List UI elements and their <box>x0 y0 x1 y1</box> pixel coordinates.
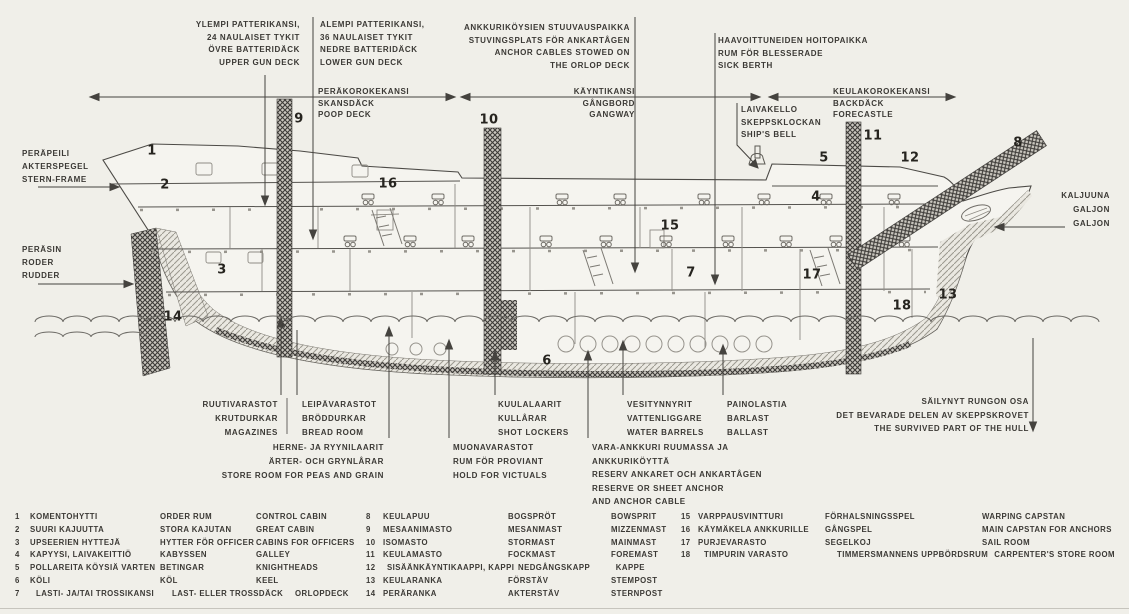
label-line: RUM FÖR PROVIANT <box>453 456 544 466</box>
legend-number: 17 <box>681 537 691 547</box>
legend-number: 5 <box>15 563 20 573</box>
label-line: ALEMPI PATTERIKANSI, <box>320 20 425 29</box>
ship-number-16: 16 <box>378 176 398 192</box>
ship-number-2: 2 <box>160 177 170 193</box>
legend-number: 4 <box>15 550 20 560</box>
label-line: PERÄSIN <box>22 245 62 254</box>
legend-row <box>681 549 1115 562</box>
label-ships-bell <box>741 104 821 142</box>
legend-swedish: NEDGÅNGSKAPP <box>518 563 591 573</box>
label-line: LAIVAKELLO <box>741 105 798 114</box>
legend-number: 18 <box>681 550 691 560</box>
legend-finnish: UPSEERIEN HYTTEJÄ <box>30 537 121 547</box>
label-line: RUM FÖR BLESSERADE <box>718 48 824 58</box>
label-line: RUDDER <box>22 271 60 280</box>
label-peas-grain <box>222 441 384 482</box>
legend-number: 3 <box>15 537 20 547</box>
label-line: BREAD ROOM <box>302 427 364 437</box>
label-lower-gun-deck <box>320 19 425 69</box>
legend-finnish: KEULAPUU <box>383 512 430 521</box>
label-anchor-cables <box>464 22 630 72</box>
ship-number-15: 15 <box>660 218 680 234</box>
label-line: BACKDÄCK <box>833 98 885 108</box>
ships-bell-icon <box>749 146 765 164</box>
label-line: SKANSDÄCK <box>318 98 375 108</box>
label-line: THE ORLOP DECK <box>550 60 630 70</box>
scan-edge-line <box>0 608 1129 609</box>
legend-english: BOWSPRIT <box>611 512 657 521</box>
label-reserve-anchor <box>592 441 762 509</box>
ship-number-3: 3 <box>217 262 227 278</box>
legend-row <box>15 562 355 575</box>
legend-number: 8 <box>366 512 371 521</box>
ship-number-4: 4 <box>811 189 821 205</box>
label-line: POOP DECK <box>318 110 372 119</box>
legend-english: WARPING CAPSTAN <box>982 512 1066 521</box>
label-line: ANKKURIKÖYSIEN STUUVAUSPAIKKA <box>463 23 630 32</box>
label-line: PERÄPEILI <box>22 149 70 158</box>
label-poop-deck <box>318 86 409 121</box>
ship-number-11: 11 <box>863 128 883 144</box>
label-survived-hull <box>836 395 1029 436</box>
ship-number-10: 10 <box>479 112 499 128</box>
ship-number-7: 7 <box>686 265 696 281</box>
label-line: VATTENLIGGARE <box>627 413 703 423</box>
label-stern-frame <box>22 147 89 186</box>
legend-number: 14 <box>366 588 376 598</box>
ship-number-8: 8 <box>1013 135 1023 151</box>
label-line: NEDRE BATTERIDÄCK <box>320 45 418 54</box>
ship-number-6: 6 <box>542 353 552 369</box>
label-line: GALJON <box>1073 219 1110 228</box>
label-gangway <box>574 86 635 121</box>
label-line: ÄRTER- OCH GRYNLÅRAR <box>268 456 384 466</box>
label-line: LEIPÄVARASTOT <box>302 400 377 409</box>
legend-finnish: LASTI- JA/TAI TROSSIKANSI <box>36 588 155 598</box>
label-line: VARA-ANKKURI RUUMASSA JA <box>592 443 729 452</box>
label-line: KÄYNTIKANSI <box>573 87 635 96</box>
legend-row <box>681 511 1115 524</box>
legend-row <box>15 537 355 550</box>
legend-swedish: ORDER RUM <box>160 512 213 521</box>
label-line: MAGAZINES <box>224 427 278 437</box>
legend-row <box>681 524 1115 537</box>
label-line: AND ANCHOR CABLE <box>592 497 686 506</box>
label-line: SKEPPSKLOCKAN <box>741 117 822 127</box>
label-line: SHOT LOCKERS <box>498 427 569 437</box>
legend-finnish: SISÄÄNKÄYNTIKAAPPI, KAPPI <box>387 563 515 573</box>
label-line: SICK BERTH <box>718 61 773 70</box>
legend-finnish: VARPPAUSVINTTURI <box>698 512 784 521</box>
legend-finnish: PURJEVARASTO <box>698 537 767 547</box>
legend-english: GALLEY <box>256 550 291 560</box>
label-line: AKTERSPEGEL <box>22 162 89 171</box>
label-line: KRUTDURKAR <box>215 413 278 423</box>
legend-swedish: BOGSPRÖT <box>508 512 557 521</box>
legend-swedish: TIMMERSMANNENS UPPBÖRDSRUM <box>837 550 989 560</box>
legend-english: ORLOPDECK <box>295 588 349 598</box>
legend-finnish: KAPYYSI, LAIVAKEITTIÖ <box>30 550 132 560</box>
legend-swedish: FOCKMAST <box>508 550 556 560</box>
label-line: HERNE- JA RYYNILAARIT <box>272 443 384 452</box>
legend-swedish: SEGELKOJ <box>825 537 872 547</box>
label-forecastle <box>833 86 930 121</box>
legend-number: 13 <box>366 575 376 585</box>
legend-swedish: STORA KAJUTAN <box>160 524 232 534</box>
deck-range-arrows <box>90 94 955 101</box>
label-victuals <box>453 441 547 482</box>
legend-swedish: GÅNGSPEL <box>825 524 873 534</box>
legend-number: 7 <box>15 588 20 598</box>
legend-english: KNIGHTHEADS <box>256 563 319 573</box>
label-line: 36 NAULAISET TYKIT <box>320 32 414 42</box>
label-water-barrels <box>627 398 704 439</box>
legend-english: STERNPOST <box>611 588 663 598</box>
legend-row <box>366 575 667 588</box>
mainmast <box>484 128 501 374</box>
legend-finnish: TIMPURIN VARASTO <box>704 550 789 560</box>
ship-number-9: 9 <box>294 111 304 127</box>
label-line: WATER BARRELS <box>627 427 704 437</box>
label-line: ÖVRE BATTERIDÄCK <box>208 45 300 54</box>
legend-group-3 <box>681 511 1115 562</box>
legend-row <box>15 524 355 537</box>
label-line: GÅNGBORD <box>582 98 635 108</box>
hull-outline <box>103 144 1031 378</box>
legend-group-1 <box>15 511 355 601</box>
label-line: GALJON <box>1073 205 1110 214</box>
legend-finnish: ISOMASTO <box>383 537 429 547</box>
label-line: STERN-FRAME <box>22 175 87 184</box>
label-line: RODER <box>22 258 54 267</box>
label-upper-gun-deck <box>196 19 300 69</box>
legend-finnish: SUURI KAJUUTTA <box>30 524 105 534</box>
legend-number: 11 <box>366 550 376 560</box>
label-line: SÄILYNYT RUNGON OSA <box>921 397 1029 406</box>
legend-swedish: STORMAST <box>508 537 556 547</box>
legend-english: CONTROL CABIN <box>256 512 328 521</box>
label-line: DET BEVARADE DELEN AV SKEPPSKROVET <box>836 410 1029 420</box>
label-line: BALLAST <box>727 427 769 437</box>
label-line: BARLAST <box>727 413 770 423</box>
legend-number: 16 <box>681 524 691 534</box>
label-line: 24 NAULAISET TYKIT <box>206 32 300 42</box>
legend-number: 6 <box>15 575 20 585</box>
label-line: STORE ROOM FOR PEAS AND GRAIN <box>221 470 384 480</box>
label-rudder <box>22 243 62 282</box>
legend-swedish: KABYSSEN <box>160 550 207 560</box>
ship-number-5: 5 <box>819 150 829 166</box>
label-line: YLEMPI PATTERIKANSI, <box>195 20 300 29</box>
label-line: PAINOLASTIA <box>727 400 788 409</box>
label-magazines <box>202 398 278 439</box>
label-line: RESERVE OR SHEET ANCHOR <box>592 483 725 493</box>
label-line: LOWER GUN DECK <box>320 57 404 67</box>
legend-number: 9 <box>366 524 371 534</box>
legend-row <box>15 588 355 601</box>
ship-number-18: 18 <box>892 298 912 314</box>
label-line: MUONAVARASTOT <box>453 443 534 452</box>
label-line: UPPER GUN DECK <box>219 57 300 67</box>
ship-number-12: 12 <box>900 150 920 166</box>
label-line: VESITYNNYRIT <box>627 400 693 409</box>
ship-number-14: 14 <box>163 309 183 325</box>
label-line: PERÄKOROKEKANSI <box>318 87 410 96</box>
label-bread-room <box>302 398 377 439</box>
legend-english: KEEL <box>256 575 279 585</box>
ship-number-17: 17 <box>802 267 822 283</box>
legend-finnish: POLLAREITA KÖYSIÄ VARTEN <box>30 563 156 573</box>
label-galjon <box>1061 189 1110 231</box>
legend-row <box>366 511 667 524</box>
legend-finnish: KOMENTOHYTTI <box>30 512 98 521</box>
label-line: HAAVOITTUNEIDEN HOITOPAIKKA <box>718 36 868 45</box>
label-line: STUVINGSPLATS FÖR ANKARTÅGEN <box>468 35 630 45</box>
label-sick-berth <box>718 35 868 73</box>
legend-finnish: KÄYMÄKELA ANKKURILLE <box>698 524 810 534</box>
legend-row <box>366 562 667 575</box>
legend-swedish: FÖRHALSNINGSSPEL <box>825 512 915 521</box>
label-line: KALJUUNA <box>1061 191 1110 200</box>
label-line: RESERV ANKARET OCH ANKARTÅGEN <box>592 470 763 479</box>
legend-number: 12 <box>366 563 376 573</box>
legend-finnish: PERÄRANKA <box>383 588 437 598</box>
legend-english: MAIN CAPSTAN FOR ANCHORS <box>982 524 1112 534</box>
legend-swedish: BETINGAR <box>160 563 205 573</box>
label-ballast <box>727 398 787 439</box>
legend-row <box>15 511 355 524</box>
legend-english: MAINMAST <box>611 537 657 547</box>
legend-number: 15 <box>681 512 691 521</box>
legend-finnish: MESAANIMASTO <box>383 524 453 534</box>
legend-finnish: KEULAMASTO <box>383 550 443 560</box>
legend-row <box>366 524 667 537</box>
label-line: BRÖDDURKAR <box>302 413 367 423</box>
ship-number-13: 13 <box>938 287 958 303</box>
label-line: ANKKURIKÖYTTÄ <box>592 456 670 466</box>
label-line: KUULALAARIT <box>498 400 562 409</box>
legend-swedish: KÖL <box>160 575 178 585</box>
legend-english: CABINS FOR OFFICERS <box>256 537 355 547</box>
legend-number: 2 <box>15 524 20 534</box>
legend-swedish: FÖRSTÄV <box>508 575 549 585</box>
legend-row <box>366 549 667 562</box>
label-line: GANGWAY <box>589 110 635 119</box>
label-line: ANCHOR CABLES STOWED ON <box>494 48 630 57</box>
legend-row <box>681 537 1115 550</box>
legend-swedish: HYTTER FÖR OFFICER <box>160 537 255 547</box>
legend-english: GREAT CABIN <box>256 524 315 534</box>
legend-english: SAIL ROOM <box>982 537 1031 547</box>
legend-swedish: MESANMAST <box>508 524 563 534</box>
legend-swedish: LAST- ELLER TROSSDÄCK <box>172 588 284 598</box>
legend-row <box>366 588 667 601</box>
legend-number: 10 <box>366 537 376 547</box>
label-line: FORECASTLE <box>833 110 894 119</box>
legend-english: MIZZENMAST <box>611 524 667 534</box>
label-line: SHIP'S BELL <box>741 130 797 139</box>
legend-number: 1 <box>15 512 20 521</box>
legend-english: STEMPOST <box>611 575 658 585</box>
legend-row <box>15 575 355 588</box>
ship-number-1: 1 <box>147 143 157 159</box>
legend-finnish: KEULARANKA <box>383 575 443 585</box>
legend-row <box>366 537 667 550</box>
legend-english: KAPPE <box>615 563 645 573</box>
legend-english: FOREMAST <box>611 550 659 560</box>
legend-group-2 <box>366 511 667 601</box>
label-line: KULLÅRAR <box>498 413 548 423</box>
legend-finnish: KÖLI <box>30 575 51 585</box>
label-line: RUUTIVARASTOT <box>202 400 278 409</box>
label-line: HOLD FOR VICTUALS <box>453 470 548 480</box>
label-line: THE SURVIVED PART OF THE HULL <box>874 424 1029 433</box>
legend-english: CARPENTER'S STORE ROOM <box>994 550 1115 560</box>
label-line: KEULAKOROKEKANSI <box>833 87 931 96</box>
label-shot-lockers <box>498 398 569 439</box>
legend-swedish: AKTERSTÄV <box>508 588 560 598</box>
legend-row <box>15 549 355 562</box>
